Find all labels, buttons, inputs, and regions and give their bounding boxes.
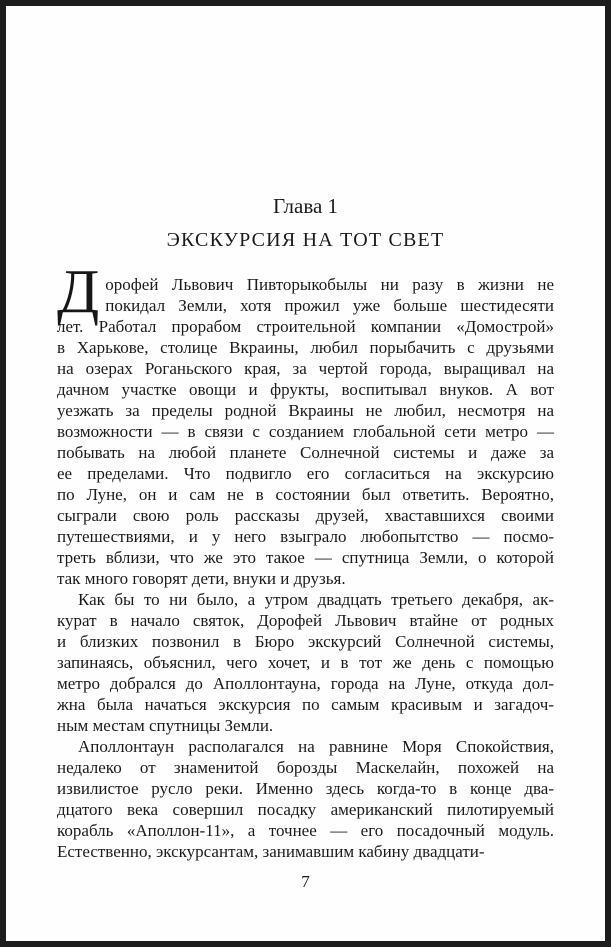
- page-content: [6, 196, 605, 892]
- body-line: ее пределами. Что подвигло его согласиться на экскурсию: [57, 464, 554, 483]
- body-text: [57, 258, 554, 862]
- page-number: 7: [301, 872, 310, 891]
- body-line: Как бы то ни было, а утром двадцать третьего декабря, ак-: [78, 590, 554, 609]
- body-line: покидал Земли, хотя прожил уже больше шестидесяти: [105, 296, 554, 315]
- paragraph: [57, 589, 554, 736]
- body-line: Естественно, экскурсантам, занимавшим кабину двадцати-: [57, 842, 485, 861]
- body-line: метро добрался до Аполлонтауна, города на Луне, откуда дол-: [57, 674, 554, 693]
- chapter-title: ЭКСКУРСИЯ НА ТОТ СВЕТ: [166, 229, 445, 251]
- body-line: дачном участке овощи и фрукты, воспитывал внуков. А вот: [57, 380, 554, 399]
- body-line: Аполлонтаун располагался на равнине Моря Спокойствия,: [78, 737, 554, 756]
- body-line: побывать на любой планете Солнечной системы и даже за: [57, 443, 554, 462]
- body-line: возможности — в связи с созданием глобальной сети метро —: [57, 422, 554, 441]
- body-line: лет. Работал прорабом строительной компании «Домострой»: [57, 317, 554, 336]
- body-line: извилистое русло реки. Именно здесь когда-то в конце два-: [57, 779, 554, 798]
- body-line: по Луне, он и сам не в состоянии был ответить. Вероятно,: [57, 485, 554, 504]
- drop-cap: Д: [57, 258, 100, 326]
- paragraph: [57, 258, 554, 589]
- body-line: орофей Львович Пивторыкобылы ни разу в жизни не: [105, 275, 554, 294]
- body-line: корабль «Аполлон-11», а точнее — его посадочный модуль.: [57, 821, 554, 840]
- body-line: так много говорят дети, внуки и друзья.: [57, 569, 346, 588]
- chapter-label: Глава 1: [272, 194, 339, 218]
- body-line: жна была начаться экскурсия по самым красивым и загадоч-: [57, 695, 554, 714]
- body-line: треть вблизи, что же это такое — спутница Земли, о которой: [57, 548, 554, 567]
- body-line: на озерах Роганьского края, за чертой города, выращивал на: [57, 359, 554, 378]
- body-line: запинаясь, объяснил, чего хочет, и в тот же день с помощью: [57, 653, 554, 672]
- body-line: недалеко от знаменитой борозды Маскелайн, похожей на: [57, 758, 554, 777]
- body-line: дцатого века совершил посадку американский пилотируемый: [57, 800, 554, 819]
- body-line: и близких позвонил в Бюро экскурсий Солнечной системы,: [57, 632, 554, 651]
- body-line: сыграли свою роль рассказы друзей, хваставшихся своими: [57, 506, 554, 525]
- body-line: в Харькове, столице Вкраины, любил порыбачить с друзьями: [57, 338, 554, 357]
- paragraph: [57, 736, 554, 862]
- body-line: путешествиями, и у него взыграло любопытство — посмо-: [57, 527, 554, 546]
- body-line: курат в начало святок, Дорофей Львович втайне от родных: [57, 611, 554, 630]
- body-line: уезжать за пределы родной Вкраины не любил, несмотря на: [57, 401, 554, 420]
- body-line: ным местам спутницы Земли.: [57, 716, 274, 735]
